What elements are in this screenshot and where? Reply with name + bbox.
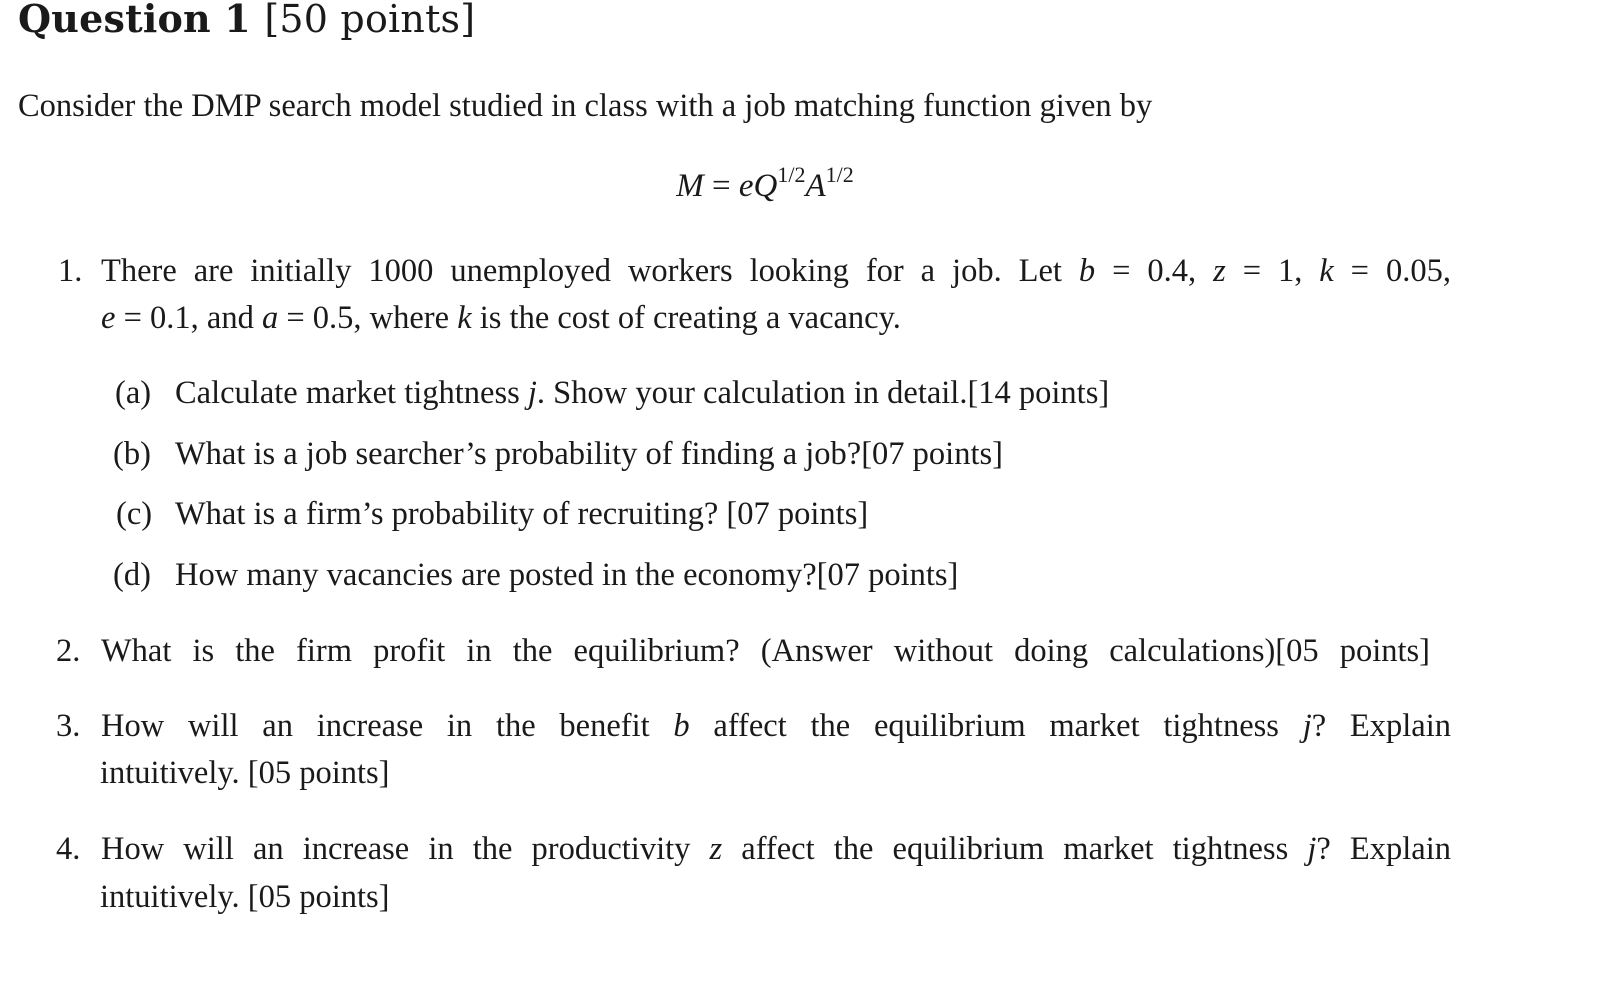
eq-Q: Q [753,168,778,204]
var-b: b [1078,253,1096,289]
var-a: a [261,300,279,336]
item-4-text-c: ? Explain [1316,831,1451,867]
sub-d-label: (d) [113,557,151,593]
intro-paragraph: Consider the DMP search model studied in class with a job matching function given by [18,88,1153,124]
sub-a-text [175,373,1109,413]
eq-exp1: 1/2 [777,162,806,187]
item-4-number: 4. [56,831,81,867]
item-1-line-1 [101,251,1451,291]
var-z: z [1213,253,1226,289]
question-heading [18,0,475,44]
sub-b-label: (b) [113,436,151,472]
eq-e: e [738,168,754,204]
var-j-3: j [1302,708,1312,744]
sub-a-text-1: Calculate market tightness [175,375,528,411]
eq-exp2: 1/2 [825,162,854,187]
sub-a-label: (a) [115,375,152,411]
item-4-text-a: How will an increase in the productivity [101,831,710,867]
item-2-text: What is the firm profit in the equilibrium? (Answer without doing calculations)[05 points] [101,633,1430,669]
sub-d-text: How many vacancies are posted in the economy?[07 points] [175,557,959,593]
var-e: e [101,300,116,336]
var-z-4: z [709,831,723,867]
item-3-number: 3. [56,708,81,744]
item-4-text-b: affect the equilibrium market tightness [722,831,1308,867]
question-title: Question 1 [18,0,251,41]
matching-function-equation [0,164,1530,208]
item-1-text-e: = 0.05, [1333,253,1451,289]
item-1-line-2 [101,298,901,338]
eq-lhs: M [676,168,704,204]
var-k: k [1319,253,1334,289]
sub-c-text: What is a firm’s probability of recruiting? [07 points] [175,496,869,532]
item-1-text-a: There are initially 1000 unemployed workers looking for a job. Let [101,253,1079,289]
eq-equals: = [703,168,739,204]
item-3-line-1 [101,706,1451,746]
sub-a-text-2: . Show your calculation in detail.[14 points] [536,375,1110,411]
eq-A: A [805,168,826,204]
item-3-text-a: How will an increase in the benefit [101,708,674,744]
item-1-text-d: = 1, [1225,253,1320,289]
item-1-l2-c: is the cost of creating a vacancy. [471,300,901,336]
item-1-l2-a: = 0.1, and [115,300,262,336]
question-points: [50 points] [264,0,476,41]
sub-b-text: What is a job searcher’s probability of finding a job?[07 points] [175,436,1003,472]
item-1-text-c: = 0.4, [1095,253,1214,289]
var-k-2: k [457,300,472,336]
item-1-l2-b: = 0.5, where [278,300,458,336]
sub-c-label: (c) [116,496,153,532]
item-3-line-2: intuitively. [05 points] [100,755,390,791]
item-3-text-b: affect the equilibrium market tightness [689,708,1303,744]
item-2-number: 2. [56,633,81,669]
var-j-4: j [1307,831,1317,867]
item-3-text-c: ? Explain [1311,708,1451,744]
item-4-line-1 [101,829,1451,869]
item-1-number: 1. [58,253,83,289]
var-b-3: b [673,708,690,744]
var-j: j [527,375,537,411]
item-4-line-2: intuitively. [05 points] [100,879,390,915]
